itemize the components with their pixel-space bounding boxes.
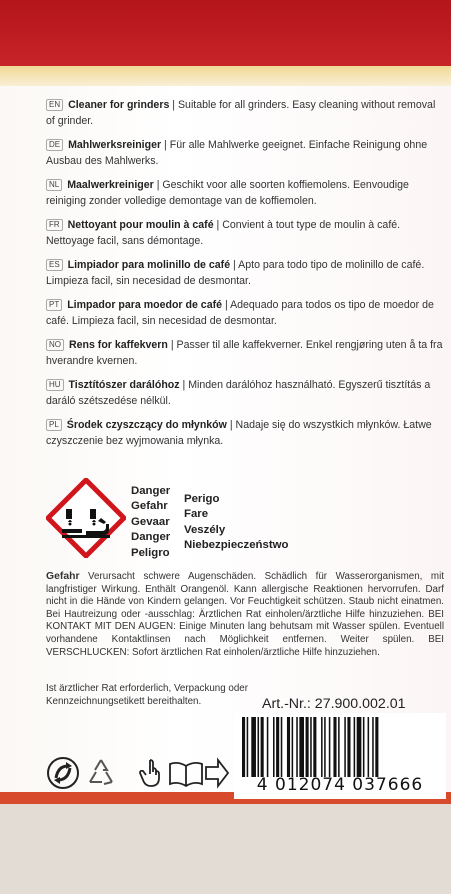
barcode-bar: [281, 717, 283, 777]
barcode-bar: [363, 717, 365, 777]
signal-word: Gefahr: [131, 500, 168, 513]
article-number: Art.-Nr.: 27.900.002.01: [262, 696, 406, 712]
tidyman-recycle-icon: [46, 756, 80, 790]
barcode-number: 4 012074 037666: [256, 775, 424, 795]
barcode-bar: [344, 717, 346, 777]
signal-word: Perigo: [184, 493, 220, 505]
top-red-band: [0, 0, 451, 66]
barcode-bar: [258, 717, 260, 777]
barcode-bar: [273, 717, 275, 777]
signal-word: Peligro: [131, 546, 170, 559]
barcode-bar: [324, 717, 326, 777]
barcode-bar: [375, 717, 378, 777]
barcode-bar: [357, 717, 362, 777]
arrow-right-icon: [204, 756, 230, 790]
barcode-bar: [310, 717, 312, 777]
lang-no: NO Rens for kaffekvern | Passer til alle kaffekverner. Enkel rengjøring uten å ta fra hverandre kvernen.: [46, 339, 443, 367]
hazard-label: Gefahr: [46, 571, 80, 582]
barcode-bar: [313, 717, 316, 777]
barcode-bar: [261, 717, 264, 777]
signal-word: Niebezpieczeństwo: [184, 539, 289, 552]
signal-words-right: [184, 492, 288, 554]
signal-word: Fare: [184, 508, 209, 521]
barcode-bar: [292, 717, 294, 777]
barcode-bar: [338, 717, 340, 777]
barcode-bar: [368, 717, 370, 777]
lang-pt: PT Limpador para moedor de café | Adequado para todos os tipo de moedor de café. Limpieza facil, sin necesidad de desmontar.: [46, 299, 434, 327]
lang-pl: PL Środek czyszczący do młynków | Nadaje się do wszystkich młynków. Łatwe czyszczenie bez wyjmowania młynka.: [46, 419, 432, 447]
barcode-bar: [321, 717, 323, 777]
signal-word: Veszély: [184, 523, 226, 536]
barcode-bar: [247, 717, 249, 777]
barcode-bar: [372, 717, 374, 777]
barcode-bar: [287, 717, 290, 777]
barcode: [234, 713, 446, 799]
barcode-bar: [267, 717, 269, 777]
lang-fr: FR Nettoyant pour moulin à café | Convient à tout type de moulin à café. Nettoyage facil, sans démontage.: [46, 219, 401, 247]
hazard-statement: Gefahr Verursacht schwere Augenschäden. Schädlich für Wasserorganismen, mit langfristiger Wirkung. Enthält Orangenöl. Kann allergische Reaktionen hervorrufen. Darf nicht in die Hände von Kindern gelangen. Vor Feuchtigkeit schützen. Staub nicht einatmen. Bei Hautreizung oder -ausschlag: Ärztlichen Rat einholen/ärztliche Hilfe hinzuziehen. BEI KONTAKT MIT DEN AUGEN: Einige Minuten lang behutsam mit Wasser spülen. Eventuell vorhandene Kontaktlinsen nach Möglichkeit entfernen. Weiter spülen. BEI VERSCHLUCKEN: Sofort ärztlichen Rat einholen/ärztliche Hilfe hinzuziehen.: [46, 571, 444, 658]
signal-words-left: [131, 484, 170, 561]
barcode-bar: [347, 717, 350, 777]
lang-en: EN Cleaner for grinders | Suitable for all grinders. Easy cleaning without removal of grinder.: [46, 99, 436, 127]
barcode-bar: [276, 717, 279, 777]
barcode-bar: [354, 717, 356, 777]
lang-nl: NL Maalwerkreiniger | Geschikt voor alle soorten koffiemolens. Eenvoudige reiniging zonder volledige demontage van de koffiemolen.: [46, 179, 409, 207]
barcode-bar: [299, 717, 304, 777]
language-descriptions: [46, 98, 444, 458]
signal-word: Danger: [131, 485, 171, 497]
ghs-corrosion-pictogram: [46, 478, 126, 558]
recycling-icon: [84, 756, 118, 790]
signal-word: Gevaar: [131, 515, 170, 528]
signal-word: Danger: [131, 531, 171, 544]
read-instructions-icon: [138, 756, 168, 790]
lang-hu: HU Tisztítószer darálóhoz | Minden darálóhoz használható. Egyszerű tisztítás a daráló szétszedése nélkül.: [46, 379, 431, 407]
barcode-bar: [296, 717, 298, 777]
bottom-grey-band: [0, 804, 451, 894]
lang-de: DE Mahlwerksreiniger | Für alle Mahlwerke geeignet. Einfache Reinigung ohne Ausbau des Mahlwerks.: [46, 139, 428, 167]
barcode-bar: [251, 717, 256, 777]
barcode-bar: [306, 717, 309, 777]
barcode-bar: [242, 717, 245, 777]
disposal-icons: [46, 756, 226, 792]
barcode-bar: [333, 717, 336, 777]
barcode-bar: [329, 717, 331, 777]
book-icon: [168, 756, 204, 790]
hazard-statement-tail: Ist ärztlicher Rat erforderlich, Verpackung oder Kennzeichnungsetikett bereithalten.: [46, 683, 249, 707]
barcode-bars: [240, 717, 440, 777]
lang-es: ES Limpiador para molinillo de café | Apto para todo tipo de molinillo de café. Limpieza facil, sin necesidad de desmontar.: [46, 259, 425, 287]
top-gold-strip: [0, 66, 451, 86]
corrosion-icon: [46, 478, 126, 558]
